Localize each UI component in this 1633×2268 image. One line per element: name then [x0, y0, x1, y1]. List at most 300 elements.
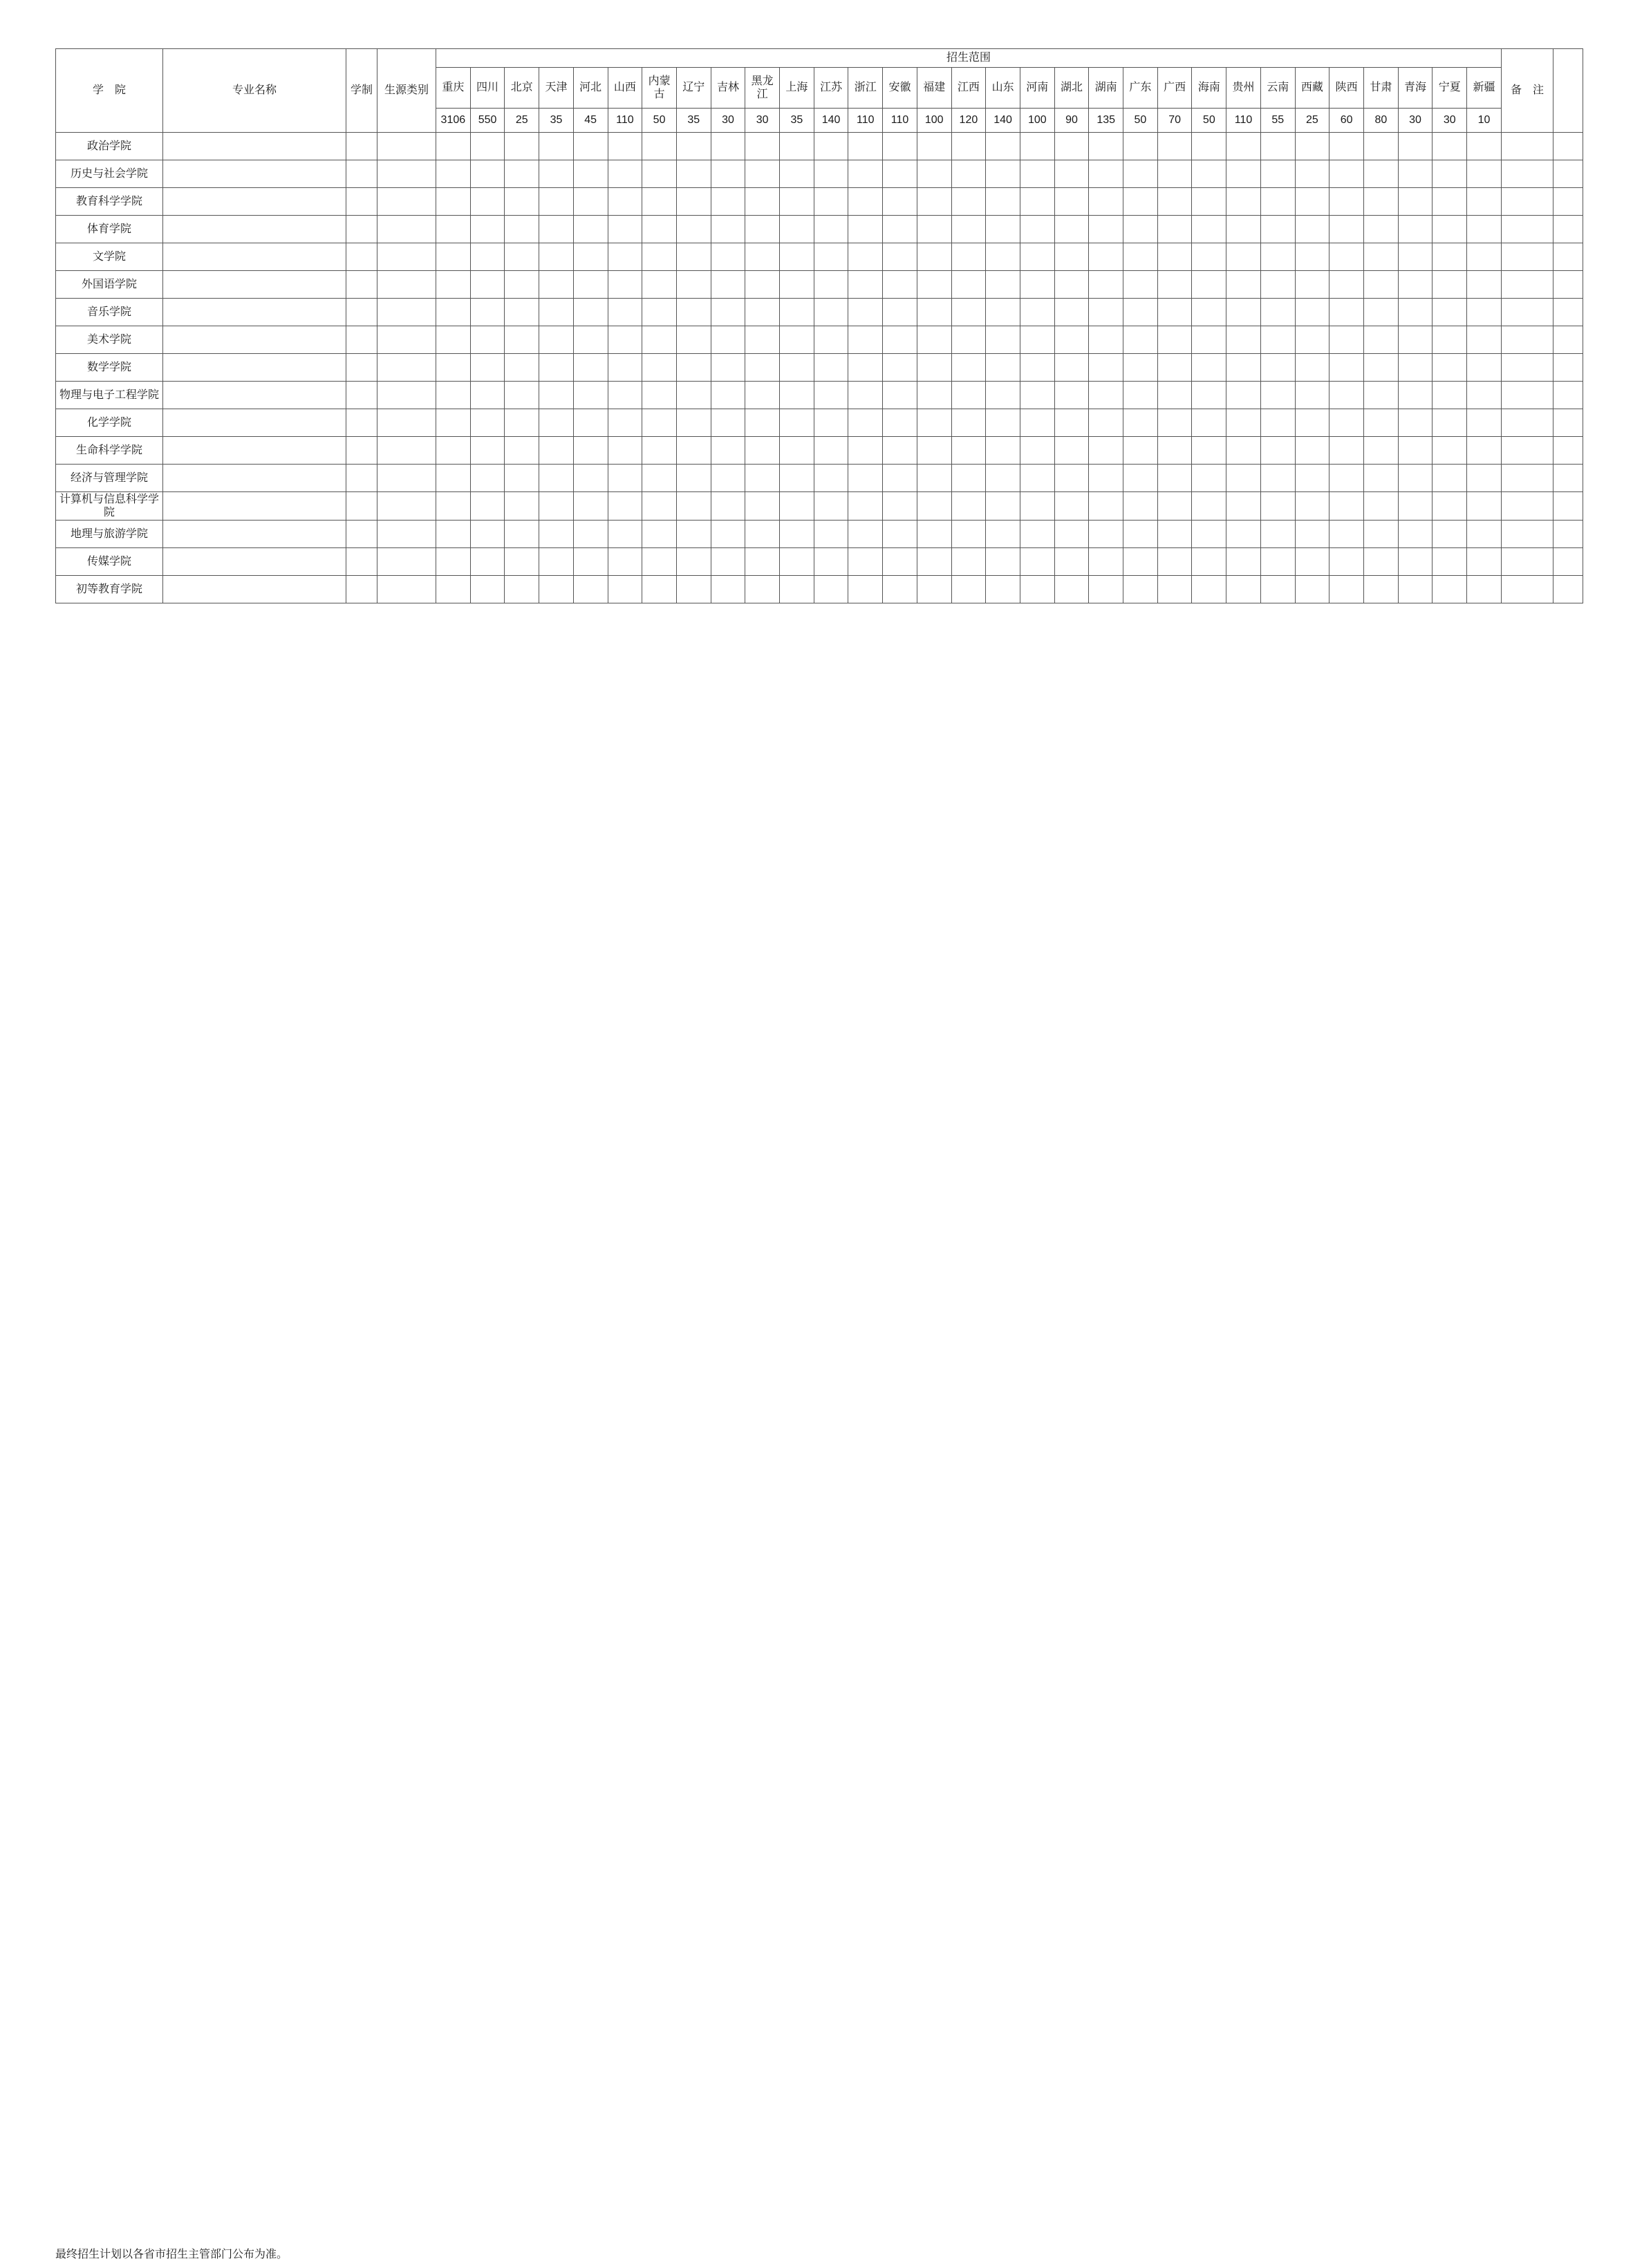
quota-cell — [642, 437, 677, 465]
program-note — [1502, 382, 1553, 409]
quota-cell — [642, 576, 677, 603]
major-name — [163, 243, 346, 271]
header-province: 江苏 — [814, 68, 848, 109]
quota-cell — [917, 492, 951, 521]
quota-cell — [1329, 521, 1364, 548]
header-province-total: 110 — [1226, 109, 1261, 133]
program-years — [346, 326, 377, 354]
campus-cell — [1553, 326, 1583, 354]
quota-cell — [1433, 160, 1467, 188]
program-note — [1502, 521, 1553, 548]
quota-cell — [1054, 382, 1089, 409]
quota-cell — [1157, 409, 1192, 437]
quota-cell — [436, 437, 471, 465]
quota-cell — [1054, 521, 1089, 548]
header-province: 江西 — [951, 68, 986, 109]
quota-cell — [917, 521, 951, 548]
quota-cell — [848, 326, 883, 354]
quota-cell — [951, 354, 986, 382]
quota-cell — [1260, 521, 1295, 548]
quota-cell — [1123, 465, 1158, 492]
quota-cell — [1363, 465, 1398, 492]
quota-cell — [608, 521, 642, 548]
quota-cell — [573, 133, 608, 160]
quota-cell — [1329, 409, 1364, 437]
quota-cell — [676, 160, 711, 188]
quota-cell — [1226, 492, 1261, 521]
quota-cell — [1089, 465, 1123, 492]
quota-cell — [608, 133, 642, 160]
quota-cell — [1054, 271, 1089, 299]
quota-cell — [917, 465, 951, 492]
quota-cell — [1020, 382, 1054, 409]
quota-cell — [745, 521, 780, 548]
table-row — [56, 521, 1583, 548]
quota-cell — [1089, 354, 1123, 382]
quota-cell — [436, 465, 471, 492]
quota-cell — [1433, 271, 1467, 299]
quota-cell — [1467, 326, 1502, 354]
quota-cell — [951, 409, 986, 437]
table-row — [56, 576, 1583, 603]
quota-cell — [608, 216, 642, 243]
program-years — [346, 188, 377, 216]
quota-cell — [1123, 243, 1158, 271]
quota-cell — [848, 188, 883, 216]
quota-cell — [883, 243, 917, 271]
quota-cell — [848, 548, 883, 576]
major-name — [163, 576, 346, 603]
quota-cell — [1157, 465, 1192, 492]
quota-cell — [1020, 299, 1054, 326]
quota-cell — [470, 243, 505, 271]
quota-cell — [1398, 326, 1433, 354]
quota-cell — [951, 243, 986, 271]
quota-cell — [676, 326, 711, 354]
header-province: 湖南 — [1089, 68, 1123, 109]
major-name — [163, 409, 346, 437]
quota-cell — [573, 354, 608, 382]
header-major: 专业名称 — [163, 49, 346, 133]
header-province-total: 30 — [1433, 109, 1467, 133]
quota-cell — [505, 576, 539, 603]
program-note — [1502, 188, 1553, 216]
campus-cell — [1553, 382, 1583, 409]
header-province-total: 10 — [1467, 109, 1502, 133]
quota-cell — [1192, 271, 1226, 299]
quota-cell — [1089, 243, 1123, 271]
program-note — [1502, 465, 1553, 492]
program-years — [346, 133, 377, 160]
campus-cell — [1553, 354, 1583, 382]
quota-cell — [1089, 382, 1123, 409]
header-note: 备 注 — [1502, 49, 1553, 133]
quota-cell — [573, 271, 608, 299]
quota-cell — [1089, 271, 1123, 299]
quota-cell — [1398, 299, 1433, 326]
quota-cell — [1398, 354, 1433, 382]
header-province-total: 110 — [848, 109, 883, 133]
program-years — [346, 271, 377, 299]
quota-cell — [1433, 133, 1467, 160]
quota-cell — [1157, 354, 1192, 382]
quota-cell — [814, 548, 848, 576]
quota-cell — [470, 354, 505, 382]
header-province: 海南 — [1192, 68, 1226, 109]
quota-cell — [814, 160, 848, 188]
program-note — [1502, 299, 1553, 326]
quota-cell — [505, 465, 539, 492]
program-note — [1502, 548, 1553, 576]
quota-cell — [986, 354, 1020, 382]
quota-cell — [1192, 216, 1226, 243]
quota-cell — [1157, 133, 1192, 160]
header-province-total: 140 — [814, 109, 848, 133]
quota-cell — [917, 576, 951, 603]
quota-cell — [1123, 188, 1158, 216]
quota-cell — [814, 465, 848, 492]
quota-cell — [539, 271, 574, 299]
quota-cell — [1363, 188, 1398, 216]
quota-cell — [608, 188, 642, 216]
quota-cell — [642, 160, 677, 188]
campus-cell — [1553, 243, 1583, 271]
quota-cell — [951, 576, 986, 603]
quota-cell — [711, 409, 745, 437]
campus-cell — [1553, 548, 1583, 576]
quota-cell — [1295, 492, 1329, 521]
quota-cell — [814, 188, 848, 216]
quota-cell — [1433, 354, 1467, 382]
campus-cell — [1553, 492, 1583, 521]
quota-cell — [711, 243, 745, 271]
quota-cell — [917, 437, 951, 465]
quota-cell — [1329, 243, 1364, 271]
quota-cell — [1192, 548, 1226, 576]
quota-cell — [848, 299, 883, 326]
table-row — [56, 354, 1583, 382]
quota-cell — [608, 243, 642, 271]
campus-cell — [1553, 521, 1583, 548]
quota-cell — [1295, 299, 1329, 326]
quota-cell — [539, 465, 574, 492]
quota-cell — [470, 188, 505, 216]
quota-cell — [470, 492, 505, 521]
quota-cell — [1260, 465, 1295, 492]
header-province: 上海 — [780, 68, 814, 109]
quota-cell — [1054, 160, 1089, 188]
header-province-total: 25 — [505, 109, 539, 133]
quota-cell — [1123, 160, 1158, 188]
quota-cell — [436, 354, 471, 382]
quota-cell — [1260, 354, 1295, 382]
campus-cell — [1553, 271, 1583, 299]
table-row — [56, 326, 1583, 354]
quota-cell — [1226, 326, 1261, 354]
quota-cell — [1467, 521, 1502, 548]
quota-cell — [780, 299, 814, 326]
program-years — [346, 354, 377, 382]
quota-cell — [883, 437, 917, 465]
quota-cell — [1054, 492, 1089, 521]
quota-cell — [745, 409, 780, 437]
quota-cell — [505, 326, 539, 354]
college-name: 生命科学学院 — [56, 437, 163, 465]
header-province: 吉林 — [711, 68, 745, 109]
quota-cell — [1398, 465, 1433, 492]
quota-cell — [436, 326, 471, 354]
header-province: 重庆 — [436, 68, 471, 109]
major-name — [163, 492, 346, 521]
quota-cell — [1260, 326, 1295, 354]
quota-cell — [986, 409, 1020, 437]
quota-cell — [1157, 271, 1192, 299]
quota-cell — [1398, 521, 1433, 548]
quota-cell — [1260, 382, 1295, 409]
quota-cell — [1089, 521, 1123, 548]
quota-cell — [1020, 576, 1054, 603]
quota-cell — [1123, 133, 1158, 160]
program-type — [377, 382, 436, 409]
quota-cell — [470, 133, 505, 160]
quota-cell — [573, 216, 608, 243]
quota-cell — [608, 271, 642, 299]
quota-cell — [1398, 492, 1433, 521]
quota-cell — [1123, 492, 1158, 521]
quota-cell — [1295, 133, 1329, 160]
program-type — [377, 160, 436, 188]
quota-cell — [1054, 133, 1089, 160]
quota-cell — [814, 409, 848, 437]
quota-cell — [1054, 409, 1089, 437]
quota-cell — [986, 188, 1020, 216]
quota-cell — [539, 160, 574, 188]
quota-cell — [1433, 576, 1467, 603]
header-province-total: 30 — [711, 109, 745, 133]
quota-cell — [436, 216, 471, 243]
quota-cell — [848, 354, 883, 382]
header-province: 新疆 — [1467, 68, 1502, 109]
quota-cell — [608, 382, 642, 409]
quota-cell — [814, 133, 848, 160]
quota-cell — [1089, 548, 1123, 576]
header-province: 浙江 — [848, 68, 883, 109]
quota-cell — [1467, 188, 1502, 216]
quota-cell — [1433, 409, 1467, 437]
quota-cell — [1123, 576, 1158, 603]
program-type — [377, 188, 436, 216]
major-name — [163, 548, 346, 576]
quota-cell — [1020, 437, 1054, 465]
quota-cell — [1054, 548, 1089, 576]
header-province: 北京 — [505, 68, 539, 109]
quota-cell — [986, 271, 1020, 299]
quota-cell — [1123, 271, 1158, 299]
quota-cell — [1054, 216, 1089, 243]
quota-cell — [1123, 354, 1158, 382]
quota-cell — [1157, 216, 1192, 243]
quota-cell — [573, 492, 608, 521]
quota-cell — [1295, 409, 1329, 437]
quota-cell — [1226, 160, 1261, 188]
quota-cell — [745, 492, 780, 521]
quota-cell — [814, 326, 848, 354]
quota-cell — [917, 271, 951, 299]
header-type: 生源类别 — [377, 49, 436, 133]
major-name — [163, 521, 346, 548]
quota-cell — [1363, 576, 1398, 603]
header-province: 宁夏 — [1433, 68, 1467, 109]
quota-cell — [745, 133, 780, 160]
quota-cell — [1192, 465, 1226, 492]
quota-cell — [814, 243, 848, 271]
quota-cell — [608, 299, 642, 326]
college-name: 化学学院 — [56, 409, 163, 437]
quota-cell — [917, 299, 951, 326]
quota-cell — [1433, 521, 1467, 548]
quota-cell — [1123, 437, 1158, 465]
major-name — [163, 326, 346, 354]
quota-cell — [1157, 299, 1192, 326]
quota-cell — [1089, 576, 1123, 603]
quota-cell — [1054, 188, 1089, 216]
quota-cell — [848, 576, 883, 603]
quota-cell — [608, 409, 642, 437]
quota-cell — [711, 492, 745, 521]
quota-cell — [1433, 243, 1467, 271]
quota-cell — [1260, 299, 1295, 326]
table-row — [56, 437, 1583, 465]
quota-cell — [539, 382, 574, 409]
quota-cell — [1467, 465, 1502, 492]
quota-cell — [1226, 521, 1261, 548]
quota-cell — [780, 354, 814, 382]
quota-cell — [1363, 133, 1398, 160]
quota-cell — [1433, 216, 1467, 243]
quota-cell — [573, 437, 608, 465]
quota-cell — [470, 271, 505, 299]
quota-cell — [917, 409, 951, 437]
quota-cell — [1363, 382, 1398, 409]
quota-cell — [1020, 216, 1054, 243]
quota-cell — [505, 409, 539, 437]
quota-cell — [848, 133, 883, 160]
quota-cell — [848, 271, 883, 299]
quota-cell — [1363, 271, 1398, 299]
quota-cell — [951, 160, 986, 188]
quota-cell — [711, 271, 745, 299]
quota-cell — [1157, 521, 1192, 548]
quota-cell — [573, 548, 608, 576]
quota-cell — [1260, 133, 1295, 160]
quota-cell — [470, 437, 505, 465]
quota-cell — [676, 133, 711, 160]
quota-cell — [1020, 354, 1054, 382]
major-name — [163, 437, 346, 465]
college-name: 文学院 — [56, 243, 163, 271]
program-type — [377, 243, 436, 271]
quota-cell — [1329, 216, 1364, 243]
quota-cell — [1467, 548, 1502, 576]
quota-cell — [1260, 492, 1295, 521]
quota-cell — [814, 521, 848, 548]
major-name — [163, 160, 346, 188]
quota-cell — [951, 271, 986, 299]
college-name: 数学学院 — [56, 354, 163, 382]
quota-cell — [1226, 465, 1261, 492]
quota-cell — [780, 492, 814, 521]
quota-cell — [1467, 133, 1502, 160]
quota-cell — [1329, 576, 1364, 603]
quota-cell — [745, 326, 780, 354]
quota-cell — [676, 521, 711, 548]
program-note — [1502, 160, 1553, 188]
quota-cell — [608, 465, 642, 492]
program-years — [346, 243, 377, 271]
header-province: 青海 — [1398, 68, 1433, 109]
quota-cell — [1295, 243, 1329, 271]
quota-cell — [951, 437, 986, 465]
quota-cell — [573, 521, 608, 548]
quota-cell — [642, 271, 677, 299]
quota-cell — [608, 548, 642, 576]
program-years — [346, 521, 377, 548]
quota-cell — [1192, 437, 1226, 465]
quota-cell — [711, 188, 745, 216]
quota-cell — [676, 188, 711, 216]
quota-cell — [1467, 160, 1502, 188]
quota-cell — [1020, 133, 1054, 160]
quota-cell — [1226, 382, 1261, 409]
quota-cell — [780, 548, 814, 576]
quota-cell — [1226, 437, 1261, 465]
quota-cell — [1467, 382, 1502, 409]
header-province-total: 140 — [986, 109, 1020, 133]
quota-cell — [1157, 437, 1192, 465]
table-row — [56, 133, 1583, 160]
quota-cell — [1329, 188, 1364, 216]
quota-cell — [436, 521, 471, 548]
program-years — [346, 216, 377, 243]
quota-cell — [539, 216, 574, 243]
quota-cell — [986, 326, 1020, 354]
program-type — [377, 521, 436, 548]
quota-cell — [1295, 521, 1329, 548]
quota-cell — [1123, 409, 1158, 437]
header-province-total: 110 — [883, 109, 917, 133]
header-college: 学 院 — [56, 49, 163, 133]
quota-cell — [883, 216, 917, 243]
quota-cell — [1329, 326, 1364, 354]
quota-cell — [917, 243, 951, 271]
quota-cell — [1433, 188, 1467, 216]
quota-cell — [676, 465, 711, 492]
quota-cell — [711, 133, 745, 160]
quota-cell — [505, 299, 539, 326]
header-province: 贵州 — [1226, 68, 1261, 109]
quota-cell — [711, 299, 745, 326]
quota-cell — [1433, 492, 1467, 521]
college-name: 物理与电子工程学院 — [56, 382, 163, 409]
program-type — [377, 299, 436, 326]
quota-cell — [814, 354, 848, 382]
quota-cell — [1295, 160, 1329, 188]
quota-cell — [470, 382, 505, 409]
college-name: 经济与管理学院 — [56, 465, 163, 492]
quota-cell — [917, 133, 951, 160]
quota-cell — [1192, 299, 1226, 326]
quota-cell — [1157, 326, 1192, 354]
